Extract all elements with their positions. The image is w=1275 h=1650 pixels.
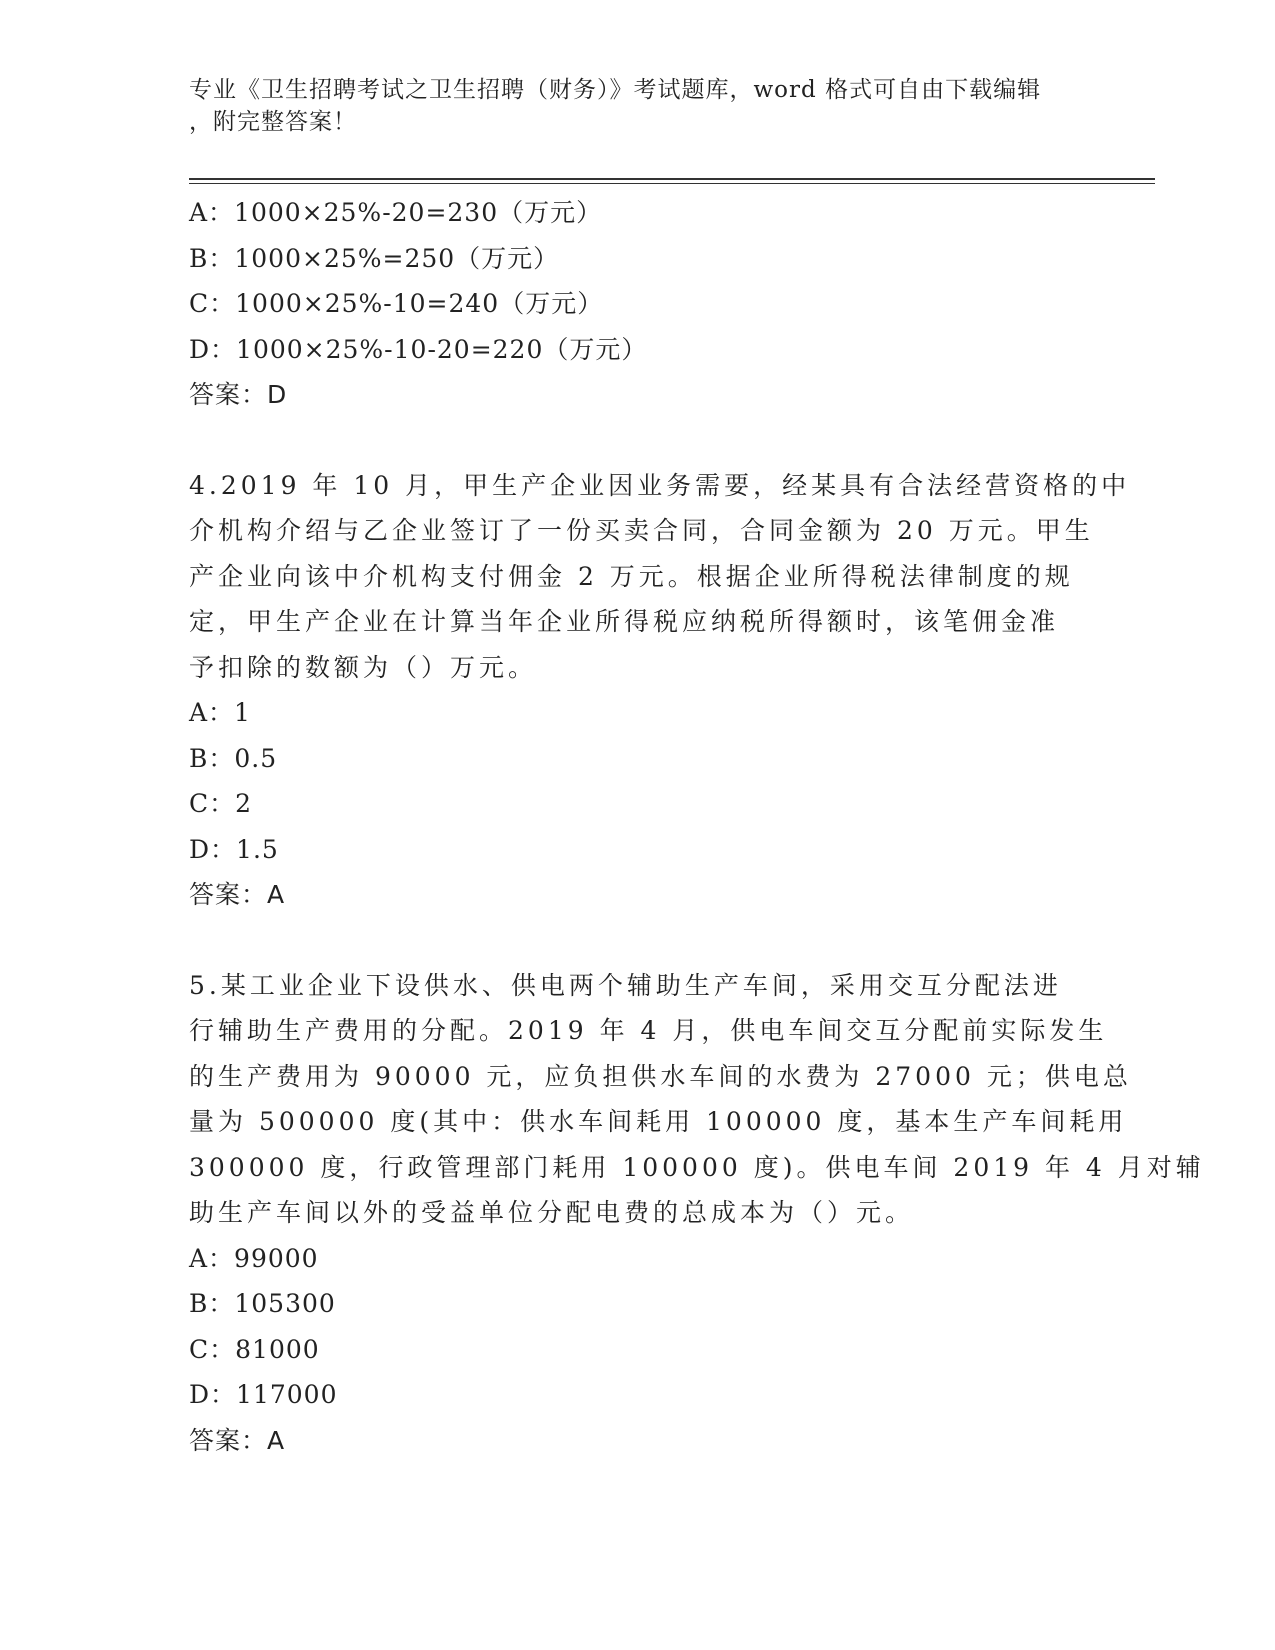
header-divider-thin — [189, 183, 1155, 184]
question-text-line: 的生产费用为 90000 元，应负担供水车间的水费为 27000 元；供电总 — [189, 1061, 1132, 1091]
header-line-2: ，附完整答案！ — [189, 109, 357, 135]
question-text-line: 5.某工业企业下设供水、供电两个辅助生产车间，采用交互分配法进 — [189, 970, 1062, 1000]
option-a: A：1 — [189, 698, 251, 727]
option-b: B：1000×25%=250（万元） — [189, 243, 560, 273]
question-text-line: 助生产车间以外的受益单位分配电费的总成本为（）元。 — [189, 1198, 915, 1227]
question-text-line: 介机构介绍与乙企业签订了一份买卖合同，合同金额为 20 万元。甲生 — [189, 516, 1094, 545]
answer-value: A — [267, 1425, 286, 1455]
question-text-line: 行辅助生产费用的分配。2019 年 4 月，供电车间交互分配前实际发生 — [189, 1016, 1108, 1045]
answer — [189, 372, 1089, 418]
answer — [189, 872, 1089, 918]
question-text-line: 予扣除的数额为（）万元。 — [189, 652, 538, 682]
header-line-1: 专业《卫生招聘考试之卫生招聘（财务）》考试题库，word 格式可自由下载编辑 — [189, 77, 1042, 103]
question-text-line: 300000 度，行政管理部门耗用 100000 度)。供电车间 2019 年 4 月对辅 — [189, 1152, 1205, 1182]
answer — [189, 1418, 1089, 1464]
question-text-line: 产企业向该中介机构支付佣金 2 万元。根据企业所得税法律制度的规 — [189, 561, 1074, 591]
question-4 — [189, 463, 1131, 918]
option-d: D：1.5 — [189, 834, 279, 864]
answer-value: A — [267, 880, 286, 909]
option-a: A：1000×25%-20=230（万元） — [189, 198, 603, 227]
option-b: B：105300 — [189, 1289, 336, 1318]
answer-label: 答案： — [189, 1425, 268, 1455]
option-d: D：1000×25%-10-20=220（万元） — [189, 334, 648, 364]
header-divider-thick — [189, 178, 1155, 180]
document-header — [189, 74, 1069, 138]
option-c: C：2 — [189, 789, 253, 818]
answer-label: 答案： — [189, 380, 268, 409]
question-text-line: 4.2019 年 10 月，甲生产企业因业务需要，经某具有合法经营资格的中 — [189, 470, 1131, 500]
document-content — [189, 190, 1205, 1463]
question-5 — [189, 963, 1205, 1464]
previous-question — [189, 190, 1089, 418]
answer-label: 答案： — [189, 880, 268, 909]
option-c: C：81000 — [189, 1334, 320, 1364]
option-c: C：1000×25%-10=240（万元） — [189, 289, 604, 318]
answer-value: D — [267, 380, 288, 409]
option-b: B：0.5 — [189, 743, 278, 773]
option-a: A：99000 — [189, 1243, 319, 1273]
question-text-line: 定，甲生产企业在计算当年企业所得税应纳税所得额时，该笔佣金准 — [189, 607, 1060, 636]
question-text-line: 量为 500000 度(其中：供水车间耗用 100000 度，基本生产车间耗用 — [189, 1107, 1128, 1136]
option-d: D：117000 — [189, 1380, 338, 1409]
